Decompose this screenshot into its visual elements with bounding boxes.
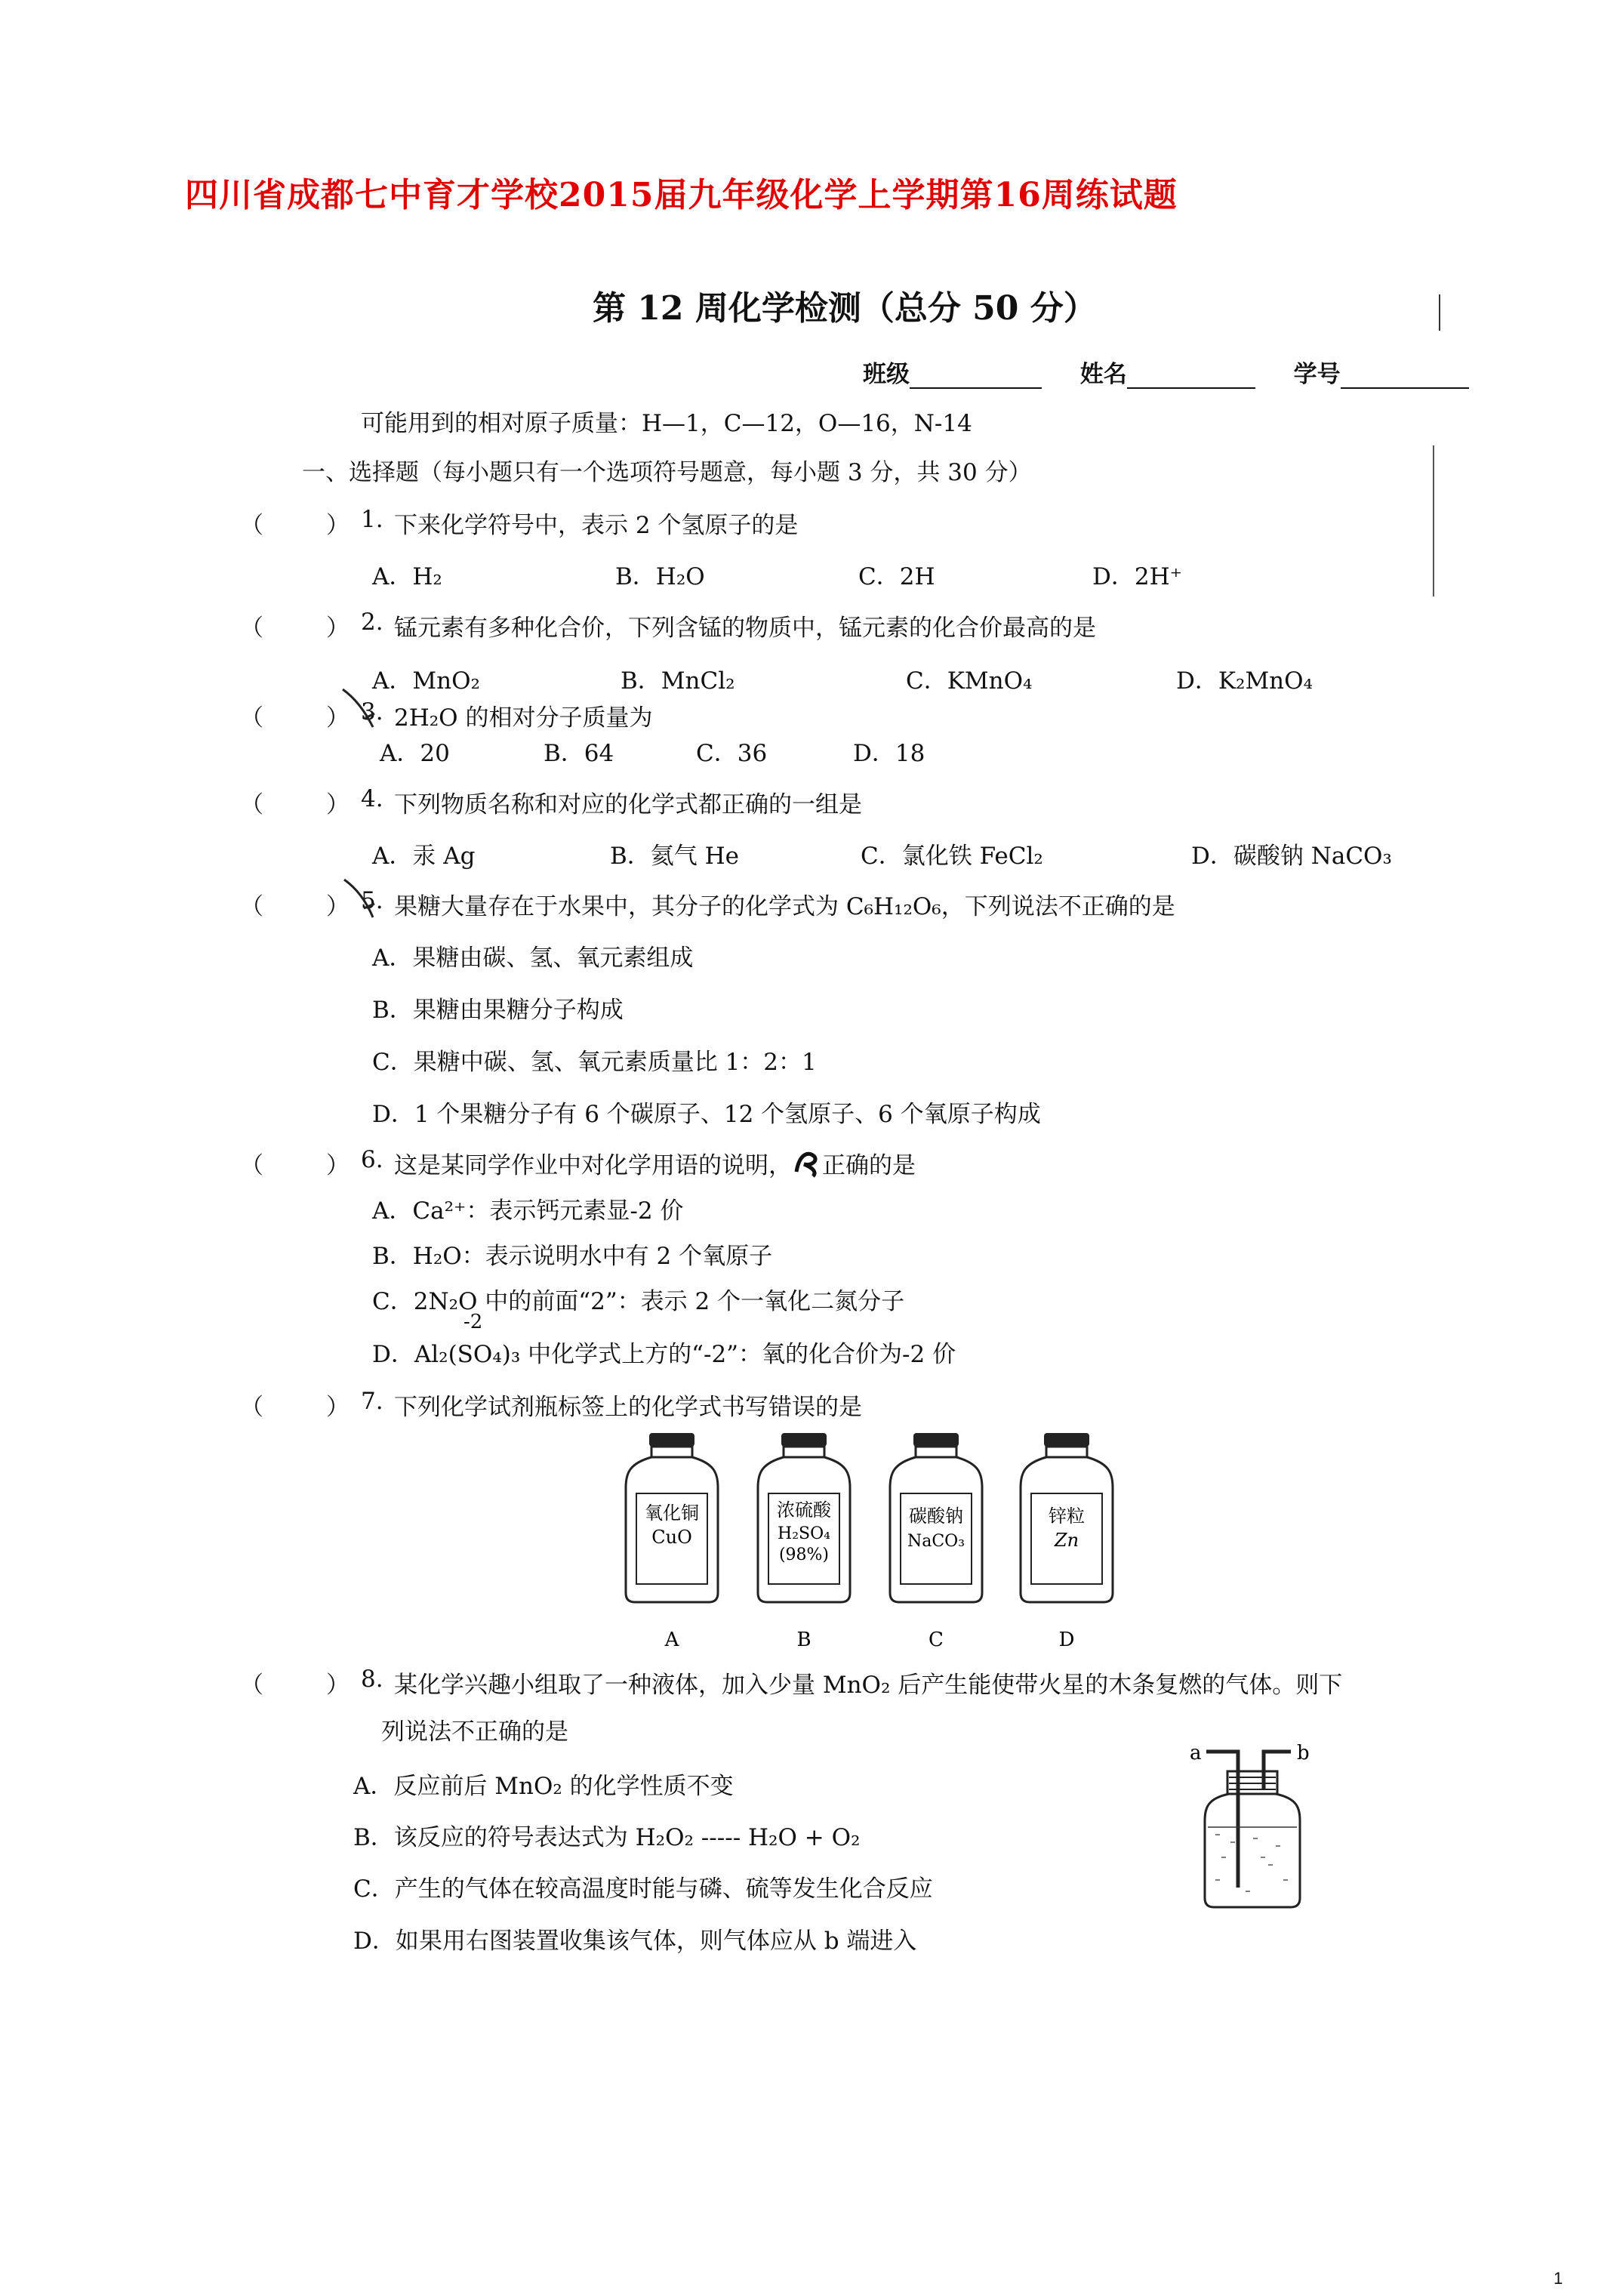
question-3-option-a: A．20 xyxy=(380,740,450,767)
question-7-number: 7. xyxy=(361,1388,383,1415)
name-label: 姓名 xyxy=(1079,361,1127,388)
tube-a-label: a xyxy=(1190,1742,1202,1764)
question-8-option-c: C．产生的气体在较高温度时能与磷、硫等发生化合反应 xyxy=(353,1875,933,1903)
answer-bracket-close: ） xyxy=(326,1152,350,1179)
scan-mark xyxy=(1439,294,1440,331)
answer-bracket-close: ） xyxy=(326,791,350,818)
question-4-number: 4. xyxy=(361,785,383,812)
bottle-d-letter: D xyxy=(1058,1629,1075,1651)
question-4-option-b: B．氦气 He xyxy=(610,843,740,870)
question-2-option-a: A．MnO₂ xyxy=(372,667,480,695)
question-4-stem: 下列物质名称和对应的化学式都正确的一组是 xyxy=(394,791,862,818)
name-field[interactable] xyxy=(1127,365,1255,389)
tube-b-label: b xyxy=(1297,1742,1310,1764)
question-4-option-c: C．氯化铁 FeCl₂ xyxy=(861,843,1043,870)
question-1-option-a: A．H₂ xyxy=(372,563,442,590)
class-label: 班级 xyxy=(863,361,910,388)
scan-mark xyxy=(1433,445,1434,596)
question-6-option-d: D．Al₂(SO₄)₃ 中化学式上方的“-2”：氧的化合价为-2 价 xyxy=(372,1341,956,1368)
bottle-a-letter: A xyxy=(664,1629,679,1651)
section-heading: 一、选择题（每小题只有一个选项符号题意，每小题 3 分，共 30 分） xyxy=(302,459,1032,486)
handwritten-tick-mark xyxy=(338,872,391,925)
question-1-option-c: C．2H xyxy=(858,563,935,590)
answer-bracket-open: （ xyxy=(240,512,263,539)
question-8-stem-line2: 列说法不正确的是 xyxy=(381,1718,568,1746)
question-2-option-d: D．K₂MnO₄ xyxy=(1176,667,1313,695)
answer-bracket-open: （ xyxy=(240,1394,263,1421)
question-8-option-b: B．该反应的符号表达式为 H₂O₂ ----- H₂O + O₂ xyxy=(353,1824,861,1851)
question-3-option-c: C．36 xyxy=(696,740,768,767)
answer-bracket-close: ） xyxy=(326,1394,350,1421)
question-7-stem: 下列化学试剂瓶标签上的化学式书写错误的是 xyxy=(394,1394,862,1421)
answer-bracket-close: ） xyxy=(326,512,350,539)
question-6-charge-annotation: -2 xyxy=(463,1311,483,1333)
bottle-d-formula: Zn xyxy=(1054,1530,1079,1551)
question-4-option-a: A．汞 Ag xyxy=(372,843,476,870)
question-3-option-b: B．64 xyxy=(544,740,614,767)
bottle-c-name: 碳酸钠 xyxy=(909,1505,963,1527)
answer-bracket-open: （ xyxy=(240,615,263,642)
exam-title: 第 12 周化学检测（总分 50 分） xyxy=(593,289,1097,328)
question-6-option-c: C．2N₂O 中的前面“2”：表示 2 个一氧化二氮分子 xyxy=(372,1288,905,1315)
question-5-option-a: A．果糖由碳、氢、氧元素组成 xyxy=(372,945,694,972)
bottle-b-formula: H₂SO₄ xyxy=(778,1524,830,1543)
question-1-option-d: D．2H⁺ xyxy=(1092,563,1182,590)
question-5-number: 5. xyxy=(361,887,383,914)
question-3-number: 3. xyxy=(361,698,383,726)
answer-bracket-close: ） xyxy=(326,893,350,920)
bottle-d-name: 锌粒 xyxy=(1049,1505,1085,1527)
bottle-d xyxy=(1021,1433,1113,1651)
question-4-option-d: D．碳酸钠 NaCO₃ xyxy=(1191,843,1392,870)
number-field[interactable] xyxy=(1341,365,1469,389)
bottle-c-letter: C xyxy=(929,1629,944,1651)
bottle-a xyxy=(626,1433,718,1651)
question-1-option-b: B．H₂O xyxy=(615,563,705,590)
question-3-option-d: D．18 xyxy=(853,740,925,767)
answer-bracket-open: （ xyxy=(240,893,263,920)
bottle-b-name: 浓硫酸 xyxy=(777,1499,831,1521)
answer-bracket-open: （ xyxy=(240,791,263,818)
student-info-line xyxy=(863,355,1469,389)
bottle-a-formula: CuO xyxy=(651,1527,692,1548)
bottle-a-name: 氧化铜 xyxy=(645,1502,699,1524)
question-2-stem: 锰元素有多种化合价，下列含锰的物质中，锰元素的化合价最高的是 xyxy=(394,615,1096,642)
bottle-c-formula: NaCO₃ xyxy=(907,1532,965,1551)
question-6-stem xyxy=(394,1146,916,1180)
question-6-stem-part1: 这是某同学作业中对化学用语的说明， xyxy=(394,1152,792,1179)
question-2-option-b: B．MnCl₂ xyxy=(621,667,735,695)
handwritten-tick-mark xyxy=(338,683,391,736)
question-6-stem-part2: 正确的是 xyxy=(822,1152,916,1179)
question-2-number: 2. xyxy=(361,609,383,636)
question-6-option-b: B．H₂O：表示说明水中有 2 个氧原子 xyxy=(372,1243,773,1270)
gas-collection-apparatus xyxy=(1185,1737,1329,1918)
question-6-option-a: A．Ca²⁺：表示钙元素显-2 价 xyxy=(372,1197,684,1225)
answer-bracket-open: （ xyxy=(240,1152,263,1179)
answer-bracket-close: ） xyxy=(326,1672,350,1699)
bottle-b xyxy=(758,1433,850,1651)
reagent-bottles-figure xyxy=(604,1427,1147,1653)
page-number: 1 xyxy=(1554,2269,1563,2288)
question-5-option-b: B．果糖由果糖分子构成 xyxy=(372,997,624,1024)
answer-bracket-open: （ xyxy=(240,1672,263,1699)
answer-bracket-open: （ xyxy=(240,704,263,732)
document-title: 四川省成都七中育才学校2015届九年级化学上学期第16周练试题 xyxy=(185,176,1178,214)
question-6-number: 6. xyxy=(361,1146,383,1173)
question-8-number: 8. xyxy=(361,1666,383,1693)
answer-bracket-close: ） xyxy=(326,704,350,732)
question-5-stem: 果糖大量存在于水果中，其分子的化学式为 C₆H₁₂O₆，下列说法不正确的是 xyxy=(394,893,1175,920)
question-8-option-d: D．如果用右图装置收集该气体，则气体应从 b 端进入 xyxy=(353,1928,917,1955)
question-8-option-a: A．反应前后 MnO₂ 的化学性质不变 xyxy=(353,1773,734,1800)
question-1-number: 1. xyxy=(361,506,383,533)
atomic-masses: 可能用到的相对原子质量：H—1，C—12，O—16，N-14 xyxy=(361,410,972,437)
answer-bracket-close: ） xyxy=(326,615,350,642)
question-1-stem: 下来化学符号中，表示 2 个氢原子的是 xyxy=(394,512,799,539)
bottle-c xyxy=(890,1433,982,1651)
question-5-option-d: D．1 个果糖分子有 6 个碳原子、12 个氢原子、6 个氧原子构成 xyxy=(372,1101,1041,1128)
number-label: 学号 xyxy=(1293,361,1341,388)
question-3-stem: 2H₂O 的相对分子质量为 xyxy=(394,704,653,732)
question-2-option-c: C．KMnO₄ xyxy=(906,667,1033,695)
question-5-option-c: C．果糖中碳、氢、氧元素质量比 1：2：1 xyxy=(372,1049,817,1076)
question-8-stem-line1: 某化学兴趣小组取了一种液体，加入少量 MnO₂ 后产生能使带火星的木条复燃的气体。则下 xyxy=(394,1672,1343,1699)
class-field[interactable] xyxy=(910,365,1042,389)
bottle-b-extra: (98%) xyxy=(778,1546,830,1564)
ink-scribble xyxy=(792,1149,822,1178)
bottle-b-letter: B xyxy=(796,1629,812,1651)
